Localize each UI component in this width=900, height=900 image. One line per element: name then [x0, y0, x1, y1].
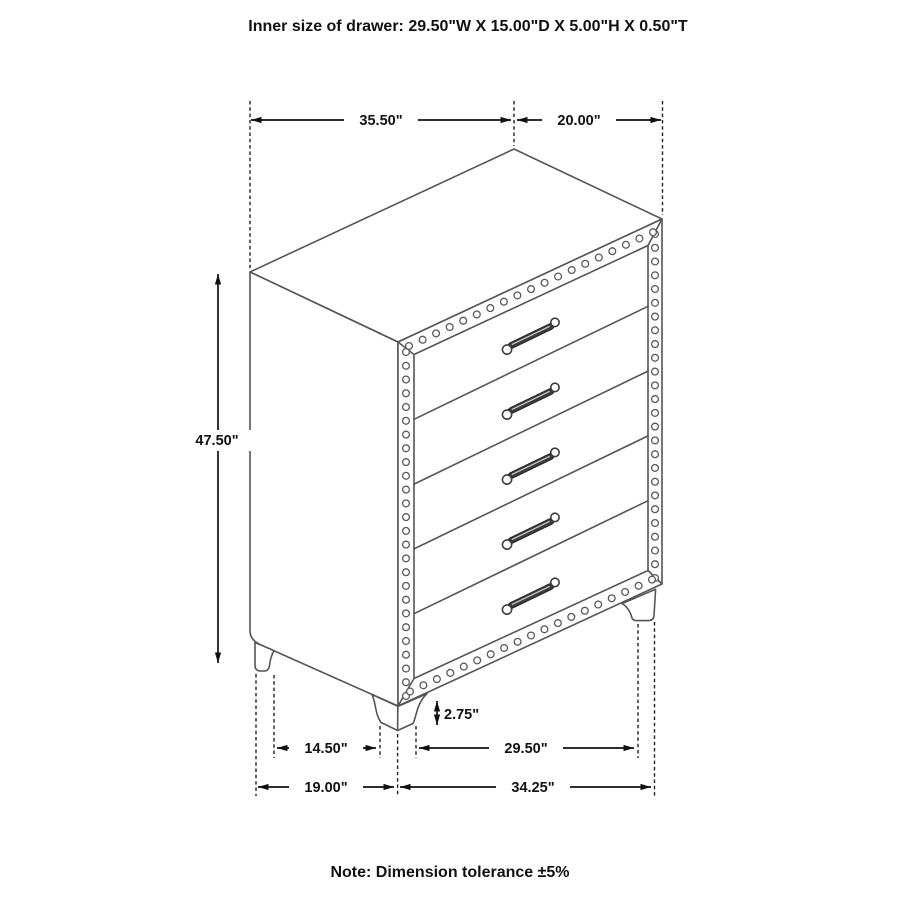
- nailhead-stud: [403, 555, 410, 562]
- dim-label-overall-height: 47.50": [195, 433, 239, 449]
- nailhead-stud: [433, 330, 440, 337]
- nailhead-stud: [403, 583, 410, 590]
- nailhead-stud: [649, 576, 656, 583]
- nailhead-stud: [403, 390, 410, 397]
- nailhead-stud: [473, 311, 480, 318]
- nailhead-stud: [652, 478, 659, 485]
- nailhead-stud: [403, 624, 410, 631]
- tolerance-note: Note: Dimension tolerance ±5%: [330, 864, 570, 881]
- nailhead-stud: [407, 688, 414, 695]
- nailhead-stud: [403, 596, 410, 603]
- nailhead-stud: [652, 492, 659, 499]
- nailhead-stud: [652, 396, 659, 403]
- nailhead-stud: [447, 670, 454, 677]
- nailhead-stud: [652, 437, 659, 444]
- nailhead-stud: [652, 244, 659, 251]
- nailhead-stud: [568, 614, 575, 621]
- nailhead-stud: [528, 286, 535, 293]
- chest-side-panel: [250, 272, 398, 706]
- nailhead-stud: [403, 431, 410, 438]
- nailhead-stud: [623, 241, 630, 248]
- nailhead-stud: [403, 638, 410, 645]
- nailhead-stud: [434, 676, 441, 683]
- nailhead-stud: [403, 417, 410, 424]
- nailhead-stud: [652, 382, 659, 389]
- nailhead-stud: [652, 410, 659, 417]
- nailhead-stud: [652, 520, 659, 527]
- nailhead-stud: [514, 292, 521, 299]
- nailhead-stud: [609, 248, 616, 255]
- nailhead-stud: [403, 362, 410, 369]
- dim-label-top-depth: 20.00": [557, 113, 601, 129]
- nailhead-stud: [403, 514, 410, 521]
- nailhead-stud: [501, 645, 508, 652]
- nailhead-stud: [652, 465, 659, 472]
- nailhead-stud: [622, 589, 629, 596]
- nailhead-stud: [635, 582, 642, 589]
- nailhead-stud: [403, 651, 410, 658]
- dim-label-side-leg-span: 14.50": [304, 741, 348, 757]
- nailhead-stud: [652, 354, 659, 361]
- nailhead-stud: [652, 506, 659, 513]
- nailhead-stud: [581, 607, 588, 614]
- nailhead-stud: [419, 336, 426, 343]
- nailhead-stud: [406, 343, 413, 350]
- nailhead-stud: [652, 327, 659, 334]
- nailhead-stud: [582, 260, 589, 267]
- nailhead-stud: [652, 299, 659, 306]
- nailhead-stud: [541, 279, 548, 286]
- nailhead-stud: [650, 229, 657, 236]
- nailhead-stud: [403, 528, 410, 535]
- nailhead-stud: [652, 561, 659, 568]
- dim-label-leg-height: 2.75": [444, 707, 480, 723]
- nailhead-stud: [652, 547, 659, 554]
- nailhead-stud: [652, 272, 659, 279]
- dim-label-front-leg-span: 29.50": [504, 741, 548, 757]
- nailhead-stud: [460, 663, 467, 670]
- nailhead-stud: [541, 626, 548, 633]
- nailhead-stud: [514, 638, 521, 645]
- nailhead-stud: [652, 368, 659, 375]
- nailhead-stud: [403, 445, 410, 452]
- nailhead-stud: [636, 235, 643, 242]
- nailhead-stud: [403, 486, 410, 493]
- nailhead-stud: [474, 657, 481, 664]
- nailhead-stud: [403, 459, 410, 466]
- nailhead-stud: [460, 317, 467, 324]
- nailhead-stud: [403, 610, 410, 617]
- nailhead-stud: [595, 254, 602, 261]
- nailhead-stud: [652, 286, 659, 293]
- nailhead-stud: [403, 500, 410, 507]
- nailhead-stud: [528, 632, 535, 639]
- nailhead-stud: [608, 595, 615, 602]
- nailhead-stud: [652, 533, 659, 540]
- nailhead-stud: [403, 569, 410, 576]
- nailhead-stud: [652, 451, 659, 458]
- nailhead-stud: [652, 423, 659, 430]
- nailhead-stud: [446, 324, 453, 331]
- nailhead-stud: [420, 682, 427, 689]
- nailhead-stud: [652, 341, 659, 348]
- nailhead-stud: [652, 313, 659, 320]
- nailhead-stud: [555, 620, 562, 627]
- nailhead-stud: [501, 298, 508, 305]
- nailhead-stud: [595, 601, 602, 608]
- nailhead-stud: [403, 665, 410, 672]
- nailhead-stud: [403, 679, 410, 686]
- page-title: Inner size of drawer: 29.50"W X 15.00"D X 5.00"H X 0.50"T: [248, 18, 688, 35]
- dim-label-base-depth: 19.00": [304, 780, 348, 796]
- nailhead-stud: [555, 273, 562, 280]
- chest-body: [250, 149, 662, 731]
- nailhead-stud: [487, 651, 494, 658]
- nailhead-stud: [403, 541, 410, 548]
- nailhead-stud: [403, 404, 410, 411]
- nailhead-stud: [652, 258, 659, 265]
- dim-label-base-width: 34.25": [511, 780, 555, 796]
- nailhead-stud: [487, 305, 494, 312]
- dim-label-top-width: 35.50": [359, 113, 403, 129]
- nailhead-stud: [403, 472, 410, 479]
- nailhead-stud: [568, 267, 575, 274]
- nailhead-stud: [403, 376, 410, 383]
